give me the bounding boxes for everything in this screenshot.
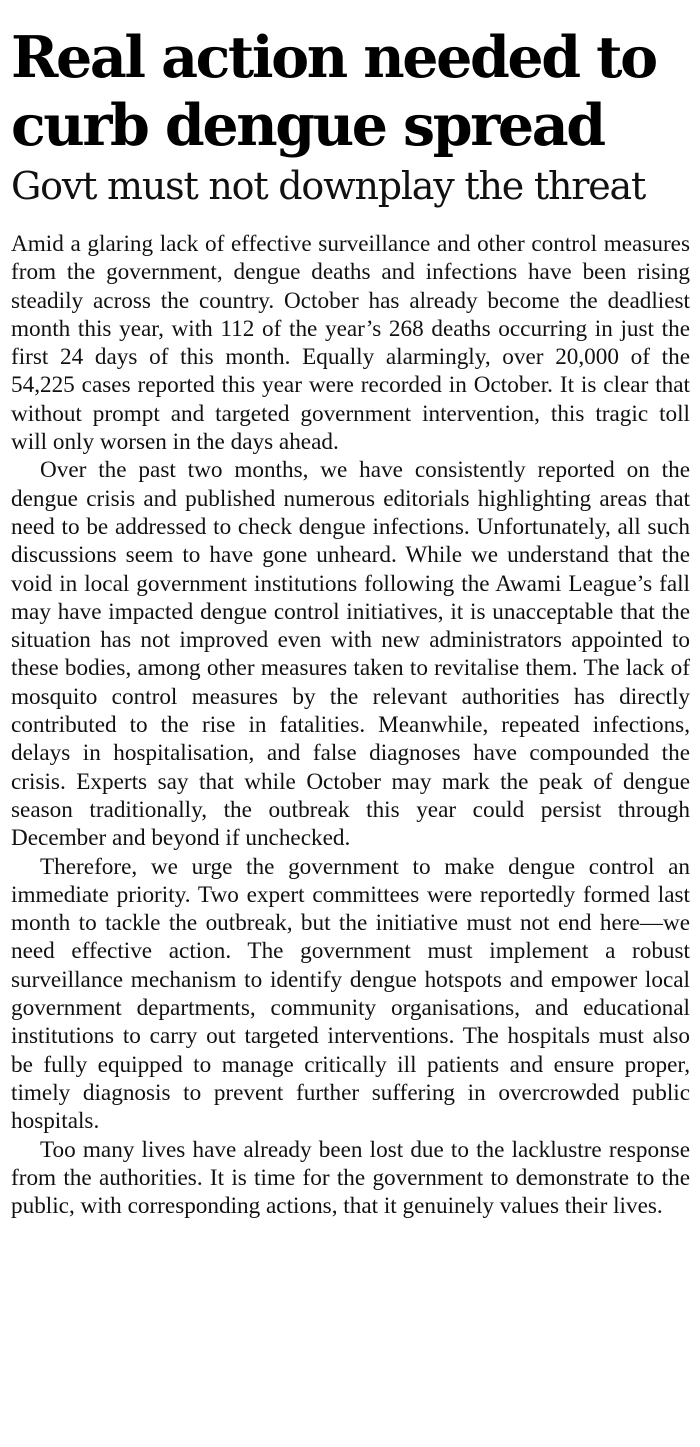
subheadline: Govt must not downplay the threat [11,164,646,208]
paragraph-4: Too many lives have already been lost due to the lacklustre response from the authorities. It is time for the government to demonstrate to the public, with corresponding actions, that it genuinely values their lives. [11,1136,690,1220]
article-body [11,230,690,1220]
paragraph-1: Amid a glaring lack of effective surveillance and other control measures from the government, dengue deaths and infections have been rising steadily across the country. October has already become the deadliest month this year, with 112 of the year’s 268 deaths occurring in just the first 24 days of this month. Equally alarmingly, over 20,000 of the 54,225 cases reported this year were recorded in October. It is clear that without prompt and targeted government intervention, this tragic toll will only worsen in the days ahead. [11,231,690,456]
article [11,24,690,1220]
paragraph-3: Therefore, we urge the government to make dengue control an immediate priority. Two expert committees were reportedly formed last month to tackle the outbreak, but the initiative must not end here—we need effective action. The government must implement a robust surveillance mechanism to identify dengue hotspots and empower local government departments, community organisations, and educational institutions to carry out targeted interventions. The hospitals must also be fully equipped to manage critically ill patients and ensure proper, timely diagnosis to prevent further suffering in overcrowded public hospitals. [11,853,690,1135]
headline: Real action needed to curb dengue spread [11,24,656,159]
paragraph-2: Over the past two months, we have consistently reported on the dengue crisis and published numerous editorials highlighting areas that need to be addressed to check dengue infections. Unfortunately, all such discussions seem to have gone unheard. While we understand that the void in local government institutions following the Awami League’s fall may have impacted dengue control initiatives, it is unacceptable that the situation has not improved even with new administrators appointed to these bodies, among other measures taken to revitalise them. The lack of mosquito control measures by the relevant authorities has directly contributed to the rise in fatalities. Meanwhile, repeated infections, delays in hospitalisation, and false diagnoses have compounded the crisis. Experts say that while October may mark the peak of dengue season traditionally, the outbreak this year could persist through December and beyond if unchecked. [11,457,690,852]
